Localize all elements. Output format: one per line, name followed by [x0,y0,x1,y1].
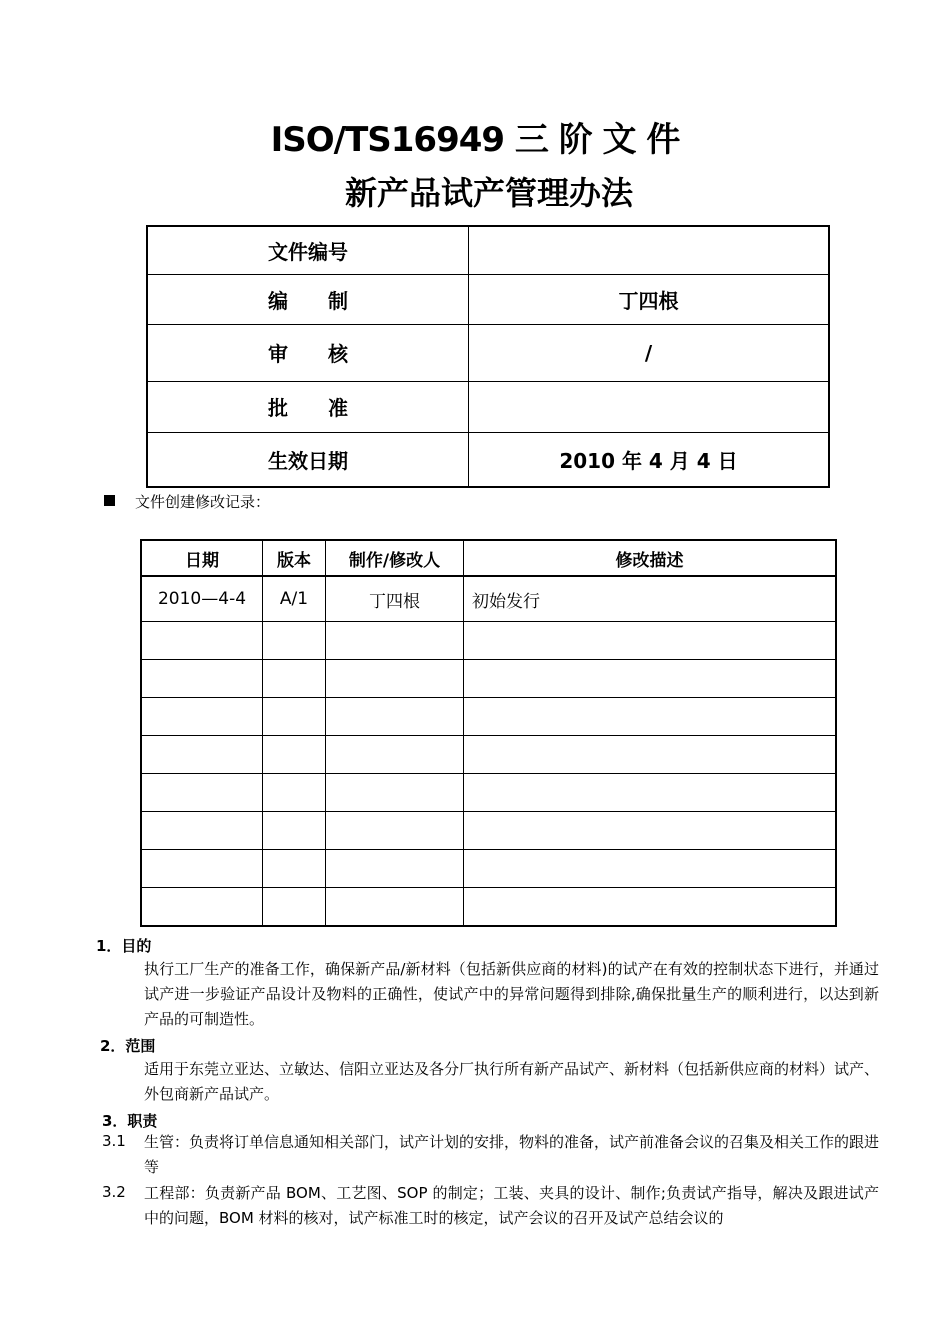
cell-description [464,888,837,927]
cell-author [326,622,464,660]
cell-description [464,812,837,850]
table-row [141,622,836,660]
info-value [469,381,830,432]
cell-version [263,774,326,812]
cell-author [326,888,464,927]
cell-version [263,888,326,927]
section-heading-purpose: 1．目的 [96,937,152,955]
table-row [141,576,836,622]
cell-date [141,660,263,698]
item-text: 生管：负责将订单信息通知相关部门，试产计划的安排，物料的准备，试产前准备会议的召集及相关工作的跟进等 [144,1133,880,1176]
table-row [141,698,836,736]
cell-description [464,660,837,698]
cell-author [326,850,464,888]
record-label-text: 文件创建修改记录： [135,493,271,511]
cell-author [326,660,464,698]
section-heading-responsibilities: 3．职责 [102,1112,158,1130]
info-label: 批 准 [147,381,469,432]
section-text-purpose: 执行工厂生产的准备工作，确保新产品/新材料（包括新供应商的材料)的试产在有效的控制状态下进行，并通过试产进一步验证产品设计及物料的正确性，使试产中的异常问题得到排除,确保批量生产的顺利进行，以达到新产品的可制造性。 [144,960,879,1028]
cell-description [464,774,837,812]
table-row [141,850,836,888]
cell-description: 初始发行 [464,576,837,622]
info-label: 文件编号 [147,226,469,274]
document-info-table [146,225,830,488]
document-subtitle: 新产品试产管理办法 [344,174,633,212]
info-value: 丁四根 [469,274,830,324]
table-header-row [141,540,836,576]
col-header-date: 日期 [141,540,263,576]
cell-description [464,622,837,660]
table-row [141,774,836,812]
cell-version [263,812,326,850]
cell-version [263,698,326,736]
cell-author [326,736,464,774]
document-title: ISO/TS16949 三 阶 文 件 [270,120,680,160]
cell-author [326,812,464,850]
table-row [141,812,836,850]
table-row [141,888,836,927]
section-heading-scope: 2．范围 [100,1037,156,1055]
cell-date [141,850,263,888]
cell-version [263,622,326,660]
cell-author [326,698,464,736]
col-header-description: 修改描述 [464,540,837,576]
cell-date [141,774,263,812]
cell-description [464,698,837,736]
info-label: 生效日期 [147,432,469,487]
info-value: / [469,324,830,381]
col-header-version: 版本 [263,540,326,576]
table-row [141,660,836,698]
cell-date [141,736,263,774]
cell-version: A/1 [263,576,326,622]
info-label: 编 制 [147,274,469,324]
square-bullet-icon [104,495,115,506]
info-label: 审 核 [147,324,469,381]
cell-description [464,736,837,774]
cell-author: 丁四根 [326,576,464,622]
cell-date [141,888,263,927]
cell-version [263,660,326,698]
item-number: 3.2 [102,1183,126,1201]
cell-date [141,622,263,660]
info-value [469,226,830,274]
cell-author [326,774,464,812]
table-row [141,736,836,774]
item-text: 工程部：负责新产品 BOM、工艺图、SOP 的制定；工装、夹具的设计、制作;负责试产指导，解决及跟进试产中的问题，BOM 材料的核对，试产标准工时的核定，试产会议的召开及试产总结会议的 [144,1184,879,1227]
info-value: 2010 年 4 月 4 日 [469,432,830,487]
cell-date: 2010—4-4 [141,576,263,622]
cell-description [464,850,837,888]
cell-date [141,698,263,736]
item-number: 3.1 [102,1132,126,1150]
revision-record-label [104,491,270,512]
cell-version [263,850,326,888]
col-header-author: 制作/修改人 [326,540,464,576]
cell-version [263,736,326,774]
revision-table [140,539,837,927]
section-text-scope: 适用于东莞立亚达、立敏达、信阳立亚达及各分厂执行所有新产品试产、新材料（包括新供应商的材料）试产、外包商新产品试产。 [144,1060,880,1103]
cell-date [141,812,263,850]
